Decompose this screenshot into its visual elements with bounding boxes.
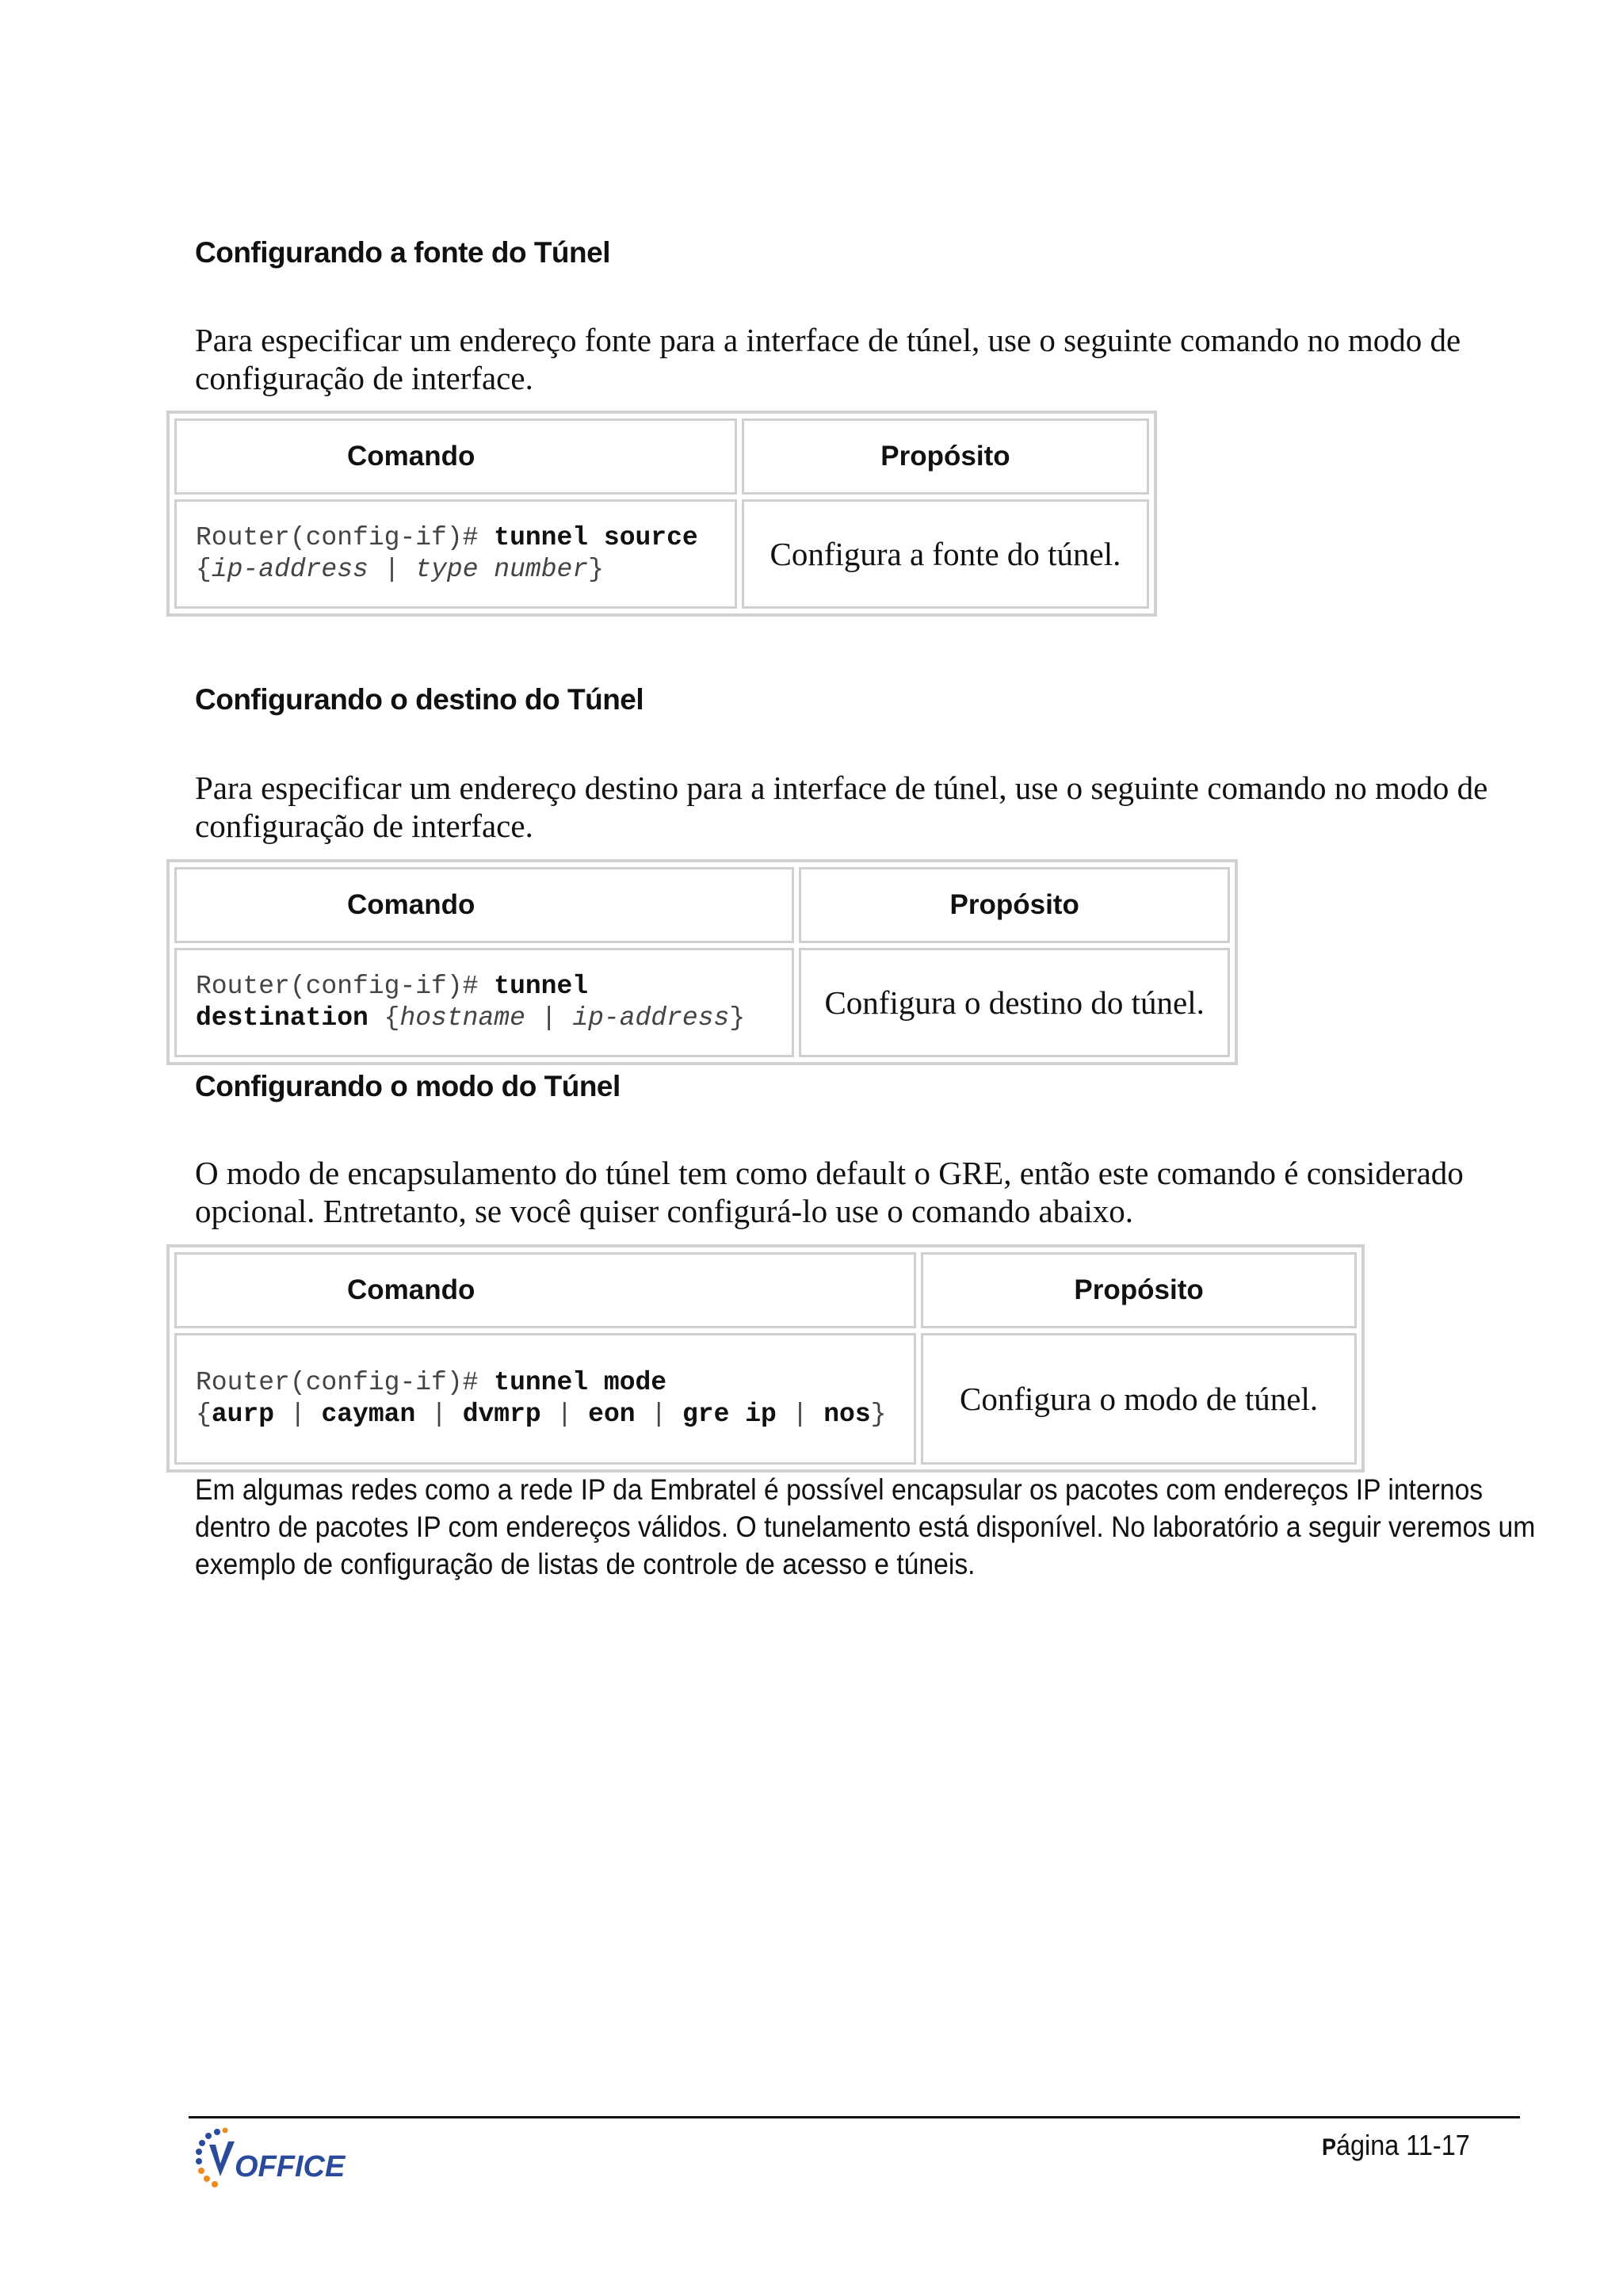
section-heading-destination: Configurando o destino do Túnel [195, 683, 644, 716]
logo-icon [193, 2127, 360, 2199]
section-intro-source: Para especificar um endereço fonte para a interface de túnel, use o seguinte comando no modo de configuração de interface. [195, 322, 1461, 396]
section-heading-mode: Configurando o modo do Túnel [195, 1070, 621, 1102]
section-intro-mode: O modo de encapsulamento do túnel tem como default o GRE, então este comando é considerado opcional. Entretanto, se você quiser configurá-lo use o comando abaixo. [195, 1155, 1464, 1229]
command-cell: Router(config-if)# tunnel mode {aurp | cayman | dvmrp | eon | gre ip | nos} [174, 1333, 916, 1465]
company-logo [193, 2127, 360, 2199]
page-number: Página 11-17 [1322, 2129, 1470, 2161]
table-header-purpose: Propósito [921, 1252, 1357, 1328]
footer-rule [189, 2116, 1520, 2118]
svg-text:OFFICE: OFFICE [235, 2150, 346, 2183]
purpose-cell: Configura o destino do túnel. [799, 948, 1230, 1057]
section-heading-source: Configurando a fonte do Túnel [195, 236, 610, 269]
purpose-cell: Configura a fonte do túnel. [742, 499, 1149, 609]
table-header-command: Comando [174, 867, 794, 943]
table-header-command: Comando [174, 418, 737, 495]
table-header-command: Comando [174, 1252, 916, 1328]
table-header-purpose: Propósito [799, 867, 1230, 943]
command-table-mode [166, 1244, 1365, 1473]
command-cell: Router(config-if)# tunnel source {ip-address | type number} [174, 499, 737, 609]
command-cell: Router(config-if)# tunnel destination {hostname | ip-address} [174, 948, 794, 1057]
purpose-cell: Configura o modo de túnel. [921, 1333, 1357, 1465]
closing-paragraph: Em algumas redes como a rede IP da Embratel é possível encapsular os pacotes com endereços IP internos dentro de pacotes IP com endereços válidos. O tunelamento está disponível. No laboratório a seguir veremos um exemplo de configuração de listas de controle de acesso e túneis. [195, 1473, 1536, 1580]
table-header-purpose: Propósito [742, 418, 1149, 495]
command-table-destination [166, 859, 1238, 1065]
section-intro-destination: Para especificar um endereço destino para a interface de túnel, use o seguinte comando no modo de configuração de interface. [195, 770, 1488, 844]
command-table-source [166, 411, 1157, 617]
